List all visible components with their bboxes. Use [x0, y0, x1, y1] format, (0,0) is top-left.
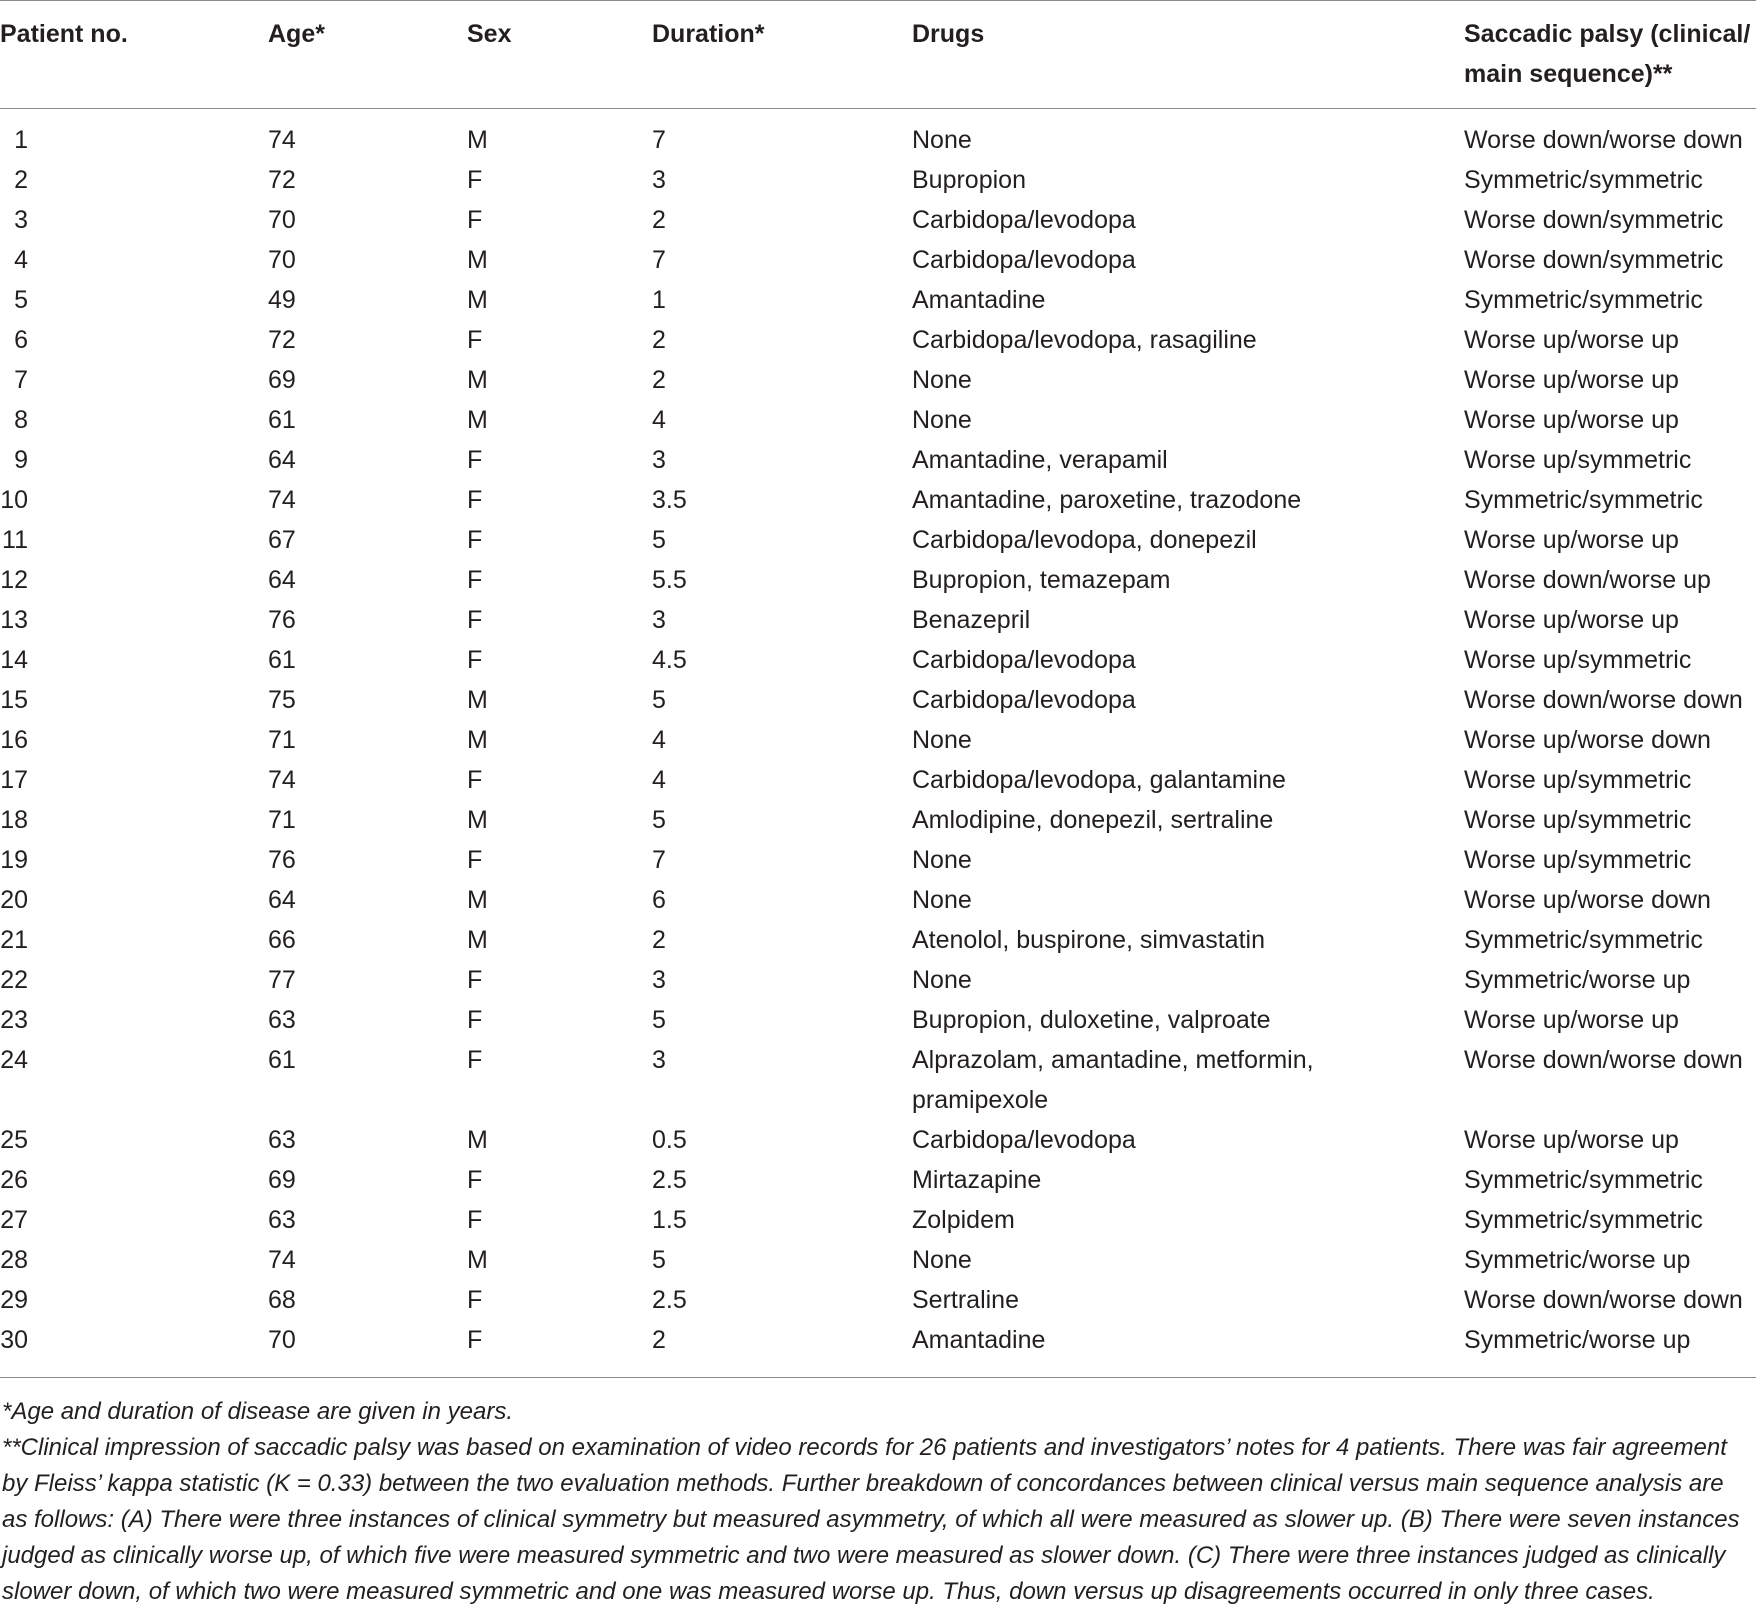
cell-drugs: Benazepril — [912, 606, 1031, 634]
cell-age: 67 — [268, 526, 296, 554]
cell-sex: M — [467, 366, 488, 394]
cell-drugs: None — [912, 846, 972, 874]
cell-duration: 3.5 — [652, 486, 687, 514]
cell-drugs: Carbidopa/levodopa — [912, 1126, 1136, 1154]
cell-duration: 2.5 — [652, 1286, 687, 1314]
cell-duration: 7 — [652, 246, 666, 274]
cell-sex: M — [467, 286, 488, 314]
cell-duration: 3 — [652, 166, 666, 194]
cell-patient-no — [0, 800, 28, 840]
patient-number: 22 — [0, 966, 28, 994]
header-duration: Duration* — [652, 20, 765, 48]
cell-age: 77 — [268, 966, 296, 994]
cell-sex: F — [467, 1326, 483, 1354]
cell-sex: M — [467, 686, 488, 714]
cell-age: 70 — [268, 246, 296, 274]
patient-number: 20 — [0, 886, 28, 914]
cell-saccadic-palsy: Worse up/worse up — [1464, 366, 1679, 394]
cell-age: 61 — [268, 646, 296, 674]
cell-drugs: Amlodipine, donepezil, sertraline — [912, 806, 1274, 834]
cell-drugs: Amantadine — [912, 1326, 1046, 1354]
cell-sex: F — [467, 646, 483, 674]
cell-duration: 1.5 — [652, 1206, 687, 1234]
cell-age: 74 — [268, 486, 296, 514]
cell-drugs: Zolpidem — [912, 1206, 1015, 1234]
cell-sex: F — [467, 446, 483, 474]
cell-duration: 2 — [652, 926, 666, 954]
cell-patient-no — [0, 560, 28, 600]
cell-drugs: Carbidopa/levodopa — [912, 206, 1136, 234]
cell-saccadic-palsy: Symmetric/symmetric — [1464, 926, 1703, 954]
footnote-age-duration: *Age and duration of disease are given in years. — [2, 1398, 513, 1425]
cell-duration: 5 — [652, 1246, 666, 1274]
cell-age: 64 — [268, 886, 296, 914]
patient-number: 8 — [14, 406, 28, 434]
cell-duration: 3 — [652, 1046, 666, 1074]
cell-duration: 6 — [652, 886, 666, 914]
cell-duration: 5 — [652, 806, 666, 834]
cell-duration: 4 — [652, 406, 666, 434]
cell-age: 66 — [268, 926, 296, 954]
cell-saccadic-palsy: Worse up/symmetric — [1464, 646, 1692, 674]
cell-sex: M — [467, 126, 488, 154]
cell-saccadic-palsy: Worse up/worse up — [1464, 326, 1679, 354]
cell-patient-no — [0, 200, 28, 240]
cell-sex: M — [467, 406, 488, 434]
cell-saccadic-palsy: Worse up/symmetric — [1464, 446, 1692, 474]
cell-patient-no — [0, 840, 28, 880]
cell-sex: F — [467, 966, 483, 994]
cell-patient-no — [0, 120, 28, 160]
patient-number: 24 — [0, 1046, 28, 1074]
table-top-rule — [0, 0, 1756, 1]
header-age: Age* — [268, 20, 325, 48]
cell-duration: 2 — [652, 326, 666, 354]
cell-saccadic-palsy: Worse up/worse down — [1464, 886, 1711, 914]
patient-number: 12 — [0, 566, 28, 594]
cell-age: 68 — [268, 1286, 296, 1314]
header-saccadic-palsy: Saccadic palsy (clinical/ main sequence)** — [1464, 20, 1751, 88]
cell-sex: F — [467, 1046, 483, 1074]
patient-number: 15 — [0, 686, 28, 714]
cell-age: 71 — [268, 726, 296, 754]
cell-drugs: Amantadine, verapamil — [912, 446, 1168, 474]
cell-saccadic-palsy: Symmetric/symmetric — [1464, 286, 1703, 314]
cell-drugs: Carbidopa/levodopa, donepezil — [912, 526, 1257, 554]
cell-duration: 5.5 — [652, 566, 687, 594]
cell-sex: F — [467, 526, 483, 554]
cell-saccadic-palsy: Worse down/symmetric — [1464, 246, 1724, 274]
cell-sex: F — [467, 606, 483, 634]
cell-patient-no — [0, 1240, 28, 1280]
cell-duration: 7 — [652, 126, 666, 154]
cell-age: 70 — [268, 206, 296, 234]
header-rule — [0, 108, 1756, 109]
cell-age: 64 — [268, 566, 296, 594]
cell-sex: F — [467, 1166, 483, 1194]
cell-sex: M — [467, 926, 488, 954]
cell-drugs: None — [912, 126, 972, 154]
cell-age: 76 — [268, 606, 296, 634]
patient-number: 1 — [14, 126, 28, 154]
cell-drugs: Amantadine — [912, 286, 1046, 314]
cell-patient-no — [0, 680, 28, 720]
cell-drugs: Carbidopa/levodopa — [912, 686, 1136, 714]
cell-duration: 0.5 — [652, 1126, 687, 1154]
cell-age: 63 — [268, 1206, 296, 1234]
patient-number: 28 — [0, 1246, 28, 1274]
cell-patient-no — [0, 280, 28, 320]
cell-duration: 3 — [652, 606, 666, 634]
cell-sex: F — [467, 766, 483, 794]
patient-number: 10 — [0, 486, 28, 514]
cell-drugs: Carbidopa/levodopa — [912, 646, 1136, 674]
cell-drugs: Atenolol, buspirone, simvastatin — [912, 926, 1265, 954]
patient-number: 26 — [0, 1166, 28, 1194]
cell-patient-no — [0, 720, 28, 760]
cell-drugs: Carbidopa/levodopa, galantamine — [912, 766, 1286, 794]
cell-patient-no — [0, 760, 28, 800]
cell-saccadic-palsy: Worse down/worse down — [1464, 126, 1743, 154]
cell-age: 75 — [268, 686, 296, 714]
table-bottom-rule — [0, 1377, 1756, 1378]
patient-number: 2 — [14, 166, 28, 194]
cell-duration: 7 — [652, 846, 666, 874]
cell-duration: 5 — [652, 686, 666, 714]
cell-saccadic-palsy: Worse down/symmetric — [1464, 206, 1724, 234]
cell-saccadic-palsy: Worse down/worse down — [1464, 1046, 1743, 1074]
cell-saccadic-palsy: Worse down/worse down — [1464, 686, 1743, 714]
cell-duration: 4 — [652, 766, 666, 794]
cell-age: 76 — [268, 846, 296, 874]
cell-saccadic-palsy: Worse up/worse up — [1464, 606, 1679, 634]
cell-drugs: None — [912, 966, 972, 994]
cell-patient-no — [0, 1160, 28, 1200]
cell-drugs: Bupropion — [912, 166, 1026, 194]
cell-patient-no — [0, 1120, 28, 1160]
cell-patient-no — [0, 1040, 28, 1080]
cell-sex: M — [467, 726, 488, 754]
cell-patient-no — [0, 440, 28, 480]
cell-duration: 5 — [652, 1006, 666, 1034]
cell-sex: M — [467, 886, 488, 914]
cell-drugs: Carbidopa/levodopa — [912, 246, 1136, 274]
cell-sex: M — [467, 806, 488, 834]
cell-saccadic-palsy: Symmetric/symmetric — [1464, 1166, 1703, 1194]
cell-duration: 4.5 — [652, 646, 687, 674]
cell-duration: 2 — [652, 206, 666, 234]
cell-sex: M — [467, 1126, 488, 1154]
cell-drugs: Alprazolam, amantadine, metformin, pramipexole — [912, 1046, 1314, 1114]
cell-saccadic-palsy: Worse up/worse up — [1464, 1006, 1679, 1034]
cell-drugs: None — [912, 406, 972, 434]
cell-drugs: None — [912, 1246, 972, 1274]
cell-duration: 2.5 — [652, 1166, 687, 1194]
patient-number: 18 — [0, 806, 28, 834]
patient-number: 7 — [14, 366, 28, 394]
cell-saccadic-palsy: Symmetric/worse up — [1464, 1246, 1691, 1274]
cell-patient-no — [0, 320, 28, 360]
cell-duration: 5 — [652, 526, 666, 554]
cell-sex: F — [467, 166, 483, 194]
cell-age: 74 — [268, 1246, 296, 1274]
patient-number: 29 — [0, 1286, 28, 1314]
patient-number: 6 — [14, 326, 28, 354]
cell-age: 61 — [268, 406, 296, 434]
cell-sex: M — [467, 1246, 488, 1274]
cell-sex: F — [467, 486, 483, 514]
cell-patient-no — [0, 480, 28, 520]
patient-number: 3 — [14, 206, 28, 234]
footnote-clinical-impression: **Clinical impression of saccadic palsy was based on examination of video records for 26 patients and investigators’ notes for 4 patients. There was fair agreement by Fleiss’ kappa statistic (K = 0.33) between the two evaluation methods. Further breakdown of concordances between clinical versus main sequence analysis are as follows: (A) There were three instances of clinical symmetry but measured asymmetry, of which all were measured as slower up. (B) There were seven instances judged as clinically worse up, of which five were measured symmetric and two were measured as slower down. (C) There were three instances judged as clinically slower down, of which two were measured symmetric and one was measured worse up. Thus, down versus up disagreements occurred in only three cases. — [2, 1434, 1740, 1605]
cell-age: 72 — [268, 326, 296, 354]
cell-patient-no — [0, 960, 28, 1000]
cell-drugs: Bupropion, duloxetine, valproate — [912, 1006, 1271, 1034]
cell-patient-no — [0, 1200, 28, 1240]
cell-sex: F — [467, 206, 483, 234]
cell-saccadic-palsy: Symmetric/symmetric — [1464, 1206, 1703, 1234]
cell-saccadic-palsy: Worse up/worse down — [1464, 726, 1711, 754]
cell-age: 70 — [268, 1326, 296, 1354]
patient-number: 23 — [0, 1006, 28, 1034]
cell-age: 69 — [268, 1166, 296, 1194]
cell-age: 72 — [268, 166, 296, 194]
cell-sex: F — [467, 566, 483, 594]
cell-patient-no — [0, 1000, 28, 1040]
cell-saccadic-palsy: Worse up/symmetric — [1464, 766, 1692, 794]
cell-sex: F — [467, 1206, 483, 1234]
cell-saccadic-palsy: Worse down/worse down — [1464, 1286, 1743, 1314]
cell-patient-no — [0, 920, 28, 960]
cell-age: 49 — [268, 286, 296, 314]
cell-sex: F — [467, 1006, 483, 1034]
cell-patient-no — [0, 1320, 28, 1360]
cell-patient-no — [0, 520, 28, 560]
cell-saccadic-palsy: Worse up/symmetric — [1464, 846, 1692, 874]
header-sex: Sex — [467, 20, 512, 48]
patient-number: 9 — [14, 446, 28, 474]
cell-duration: 1 — [652, 286, 666, 314]
cell-patient-no — [0, 600, 28, 640]
patient-number: 19 — [0, 846, 28, 874]
cell-saccadic-palsy: Symmetric/symmetric — [1464, 486, 1703, 514]
cell-duration: 2 — [652, 366, 666, 394]
cell-sex: F — [467, 326, 483, 354]
cell-age: 74 — [268, 126, 296, 154]
cell-drugs: None — [912, 366, 972, 394]
cell-patient-no — [0, 160, 28, 200]
cell-age: 71 — [268, 806, 296, 834]
cell-duration: 3 — [652, 966, 666, 994]
cell-patient-no — [0, 880, 28, 920]
cell-saccadic-palsy: Symmetric/worse up — [1464, 1326, 1691, 1354]
cell-saccadic-palsy: Worse up/worse up — [1464, 526, 1679, 554]
cell-age: 74 — [268, 766, 296, 794]
cell-saccadic-palsy: Symmetric/worse up — [1464, 966, 1691, 994]
cell-saccadic-palsy: Worse up/worse up — [1464, 406, 1679, 434]
cell-age: 69 — [268, 366, 296, 394]
cell-patient-no — [0, 360, 28, 400]
patient-number: 25 — [0, 1126, 28, 1154]
header-drugs: Drugs — [912, 20, 985, 48]
cell-patient-no — [0, 240, 28, 280]
cell-patient-no — [0, 1280, 28, 1320]
cell-drugs: None — [912, 886, 972, 914]
cell-duration: 4 — [652, 726, 666, 754]
patient-number: 21 — [0, 926, 28, 954]
cell-age: 63 — [268, 1126, 296, 1154]
cell-saccadic-palsy: Worse up/symmetric — [1464, 806, 1692, 834]
cell-drugs: Carbidopa/levodopa, rasagiline — [912, 326, 1257, 354]
cell-duration: 3 — [652, 446, 666, 474]
cell-saccadic-palsy: Worse up/worse up — [1464, 1126, 1679, 1154]
patient-number: 27 — [0, 1206, 28, 1234]
header-patient-no: Patient no. — [0, 20, 128, 48]
patient-number: 11 — [2, 526, 28, 554]
patient-number: 30 — [0, 1326, 28, 1354]
cell-saccadic-palsy: Symmetric/symmetric — [1464, 166, 1703, 194]
cell-sex: F — [467, 1286, 483, 1314]
cell-saccadic-palsy: Worse down/worse up — [1464, 566, 1711, 594]
cell-drugs: Bupropion, temazepam — [912, 566, 1171, 594]
patient-number: 17 — [0, 766, 28, 794]
cell-patient-no — [0, 400, 28, 440]
cell-drugs: Sertraline — [912, 1286, 1019, 1314]
patient-number: 13 — [0, 606, 28, 634]
cell-sex: M — [467, 246, 488, 274]
patient-number: 16 — [0, 726, 28, 754]
cell-age: 63 — [268, 1006, 296, 1034]
patient-number: 4 — [14, 246, 28, 274]
patient-number: 14 — [0, 646, 28, 674]
cell-drugs: None — [912, 726, 972, 754]
cell-age: 64 — [268, 446, 296, 474]
cell-duration: 2 — [652, 1326, 666, 1354]
cell-drugs: Mirtazapine — [912, 1166, 1042, 1194]
cell-age: 61 — [268, 1046, 296, 1074]
cell-drugs: Amantadine, paroxetine, trazodone — [912, 486, 1302, 514]
cell-sex: F — [467, 846, 483, 874]
patient-number: 5 — [14, 286, 28, 314]
cell-patient-no — [0, 640, 28, 680]
